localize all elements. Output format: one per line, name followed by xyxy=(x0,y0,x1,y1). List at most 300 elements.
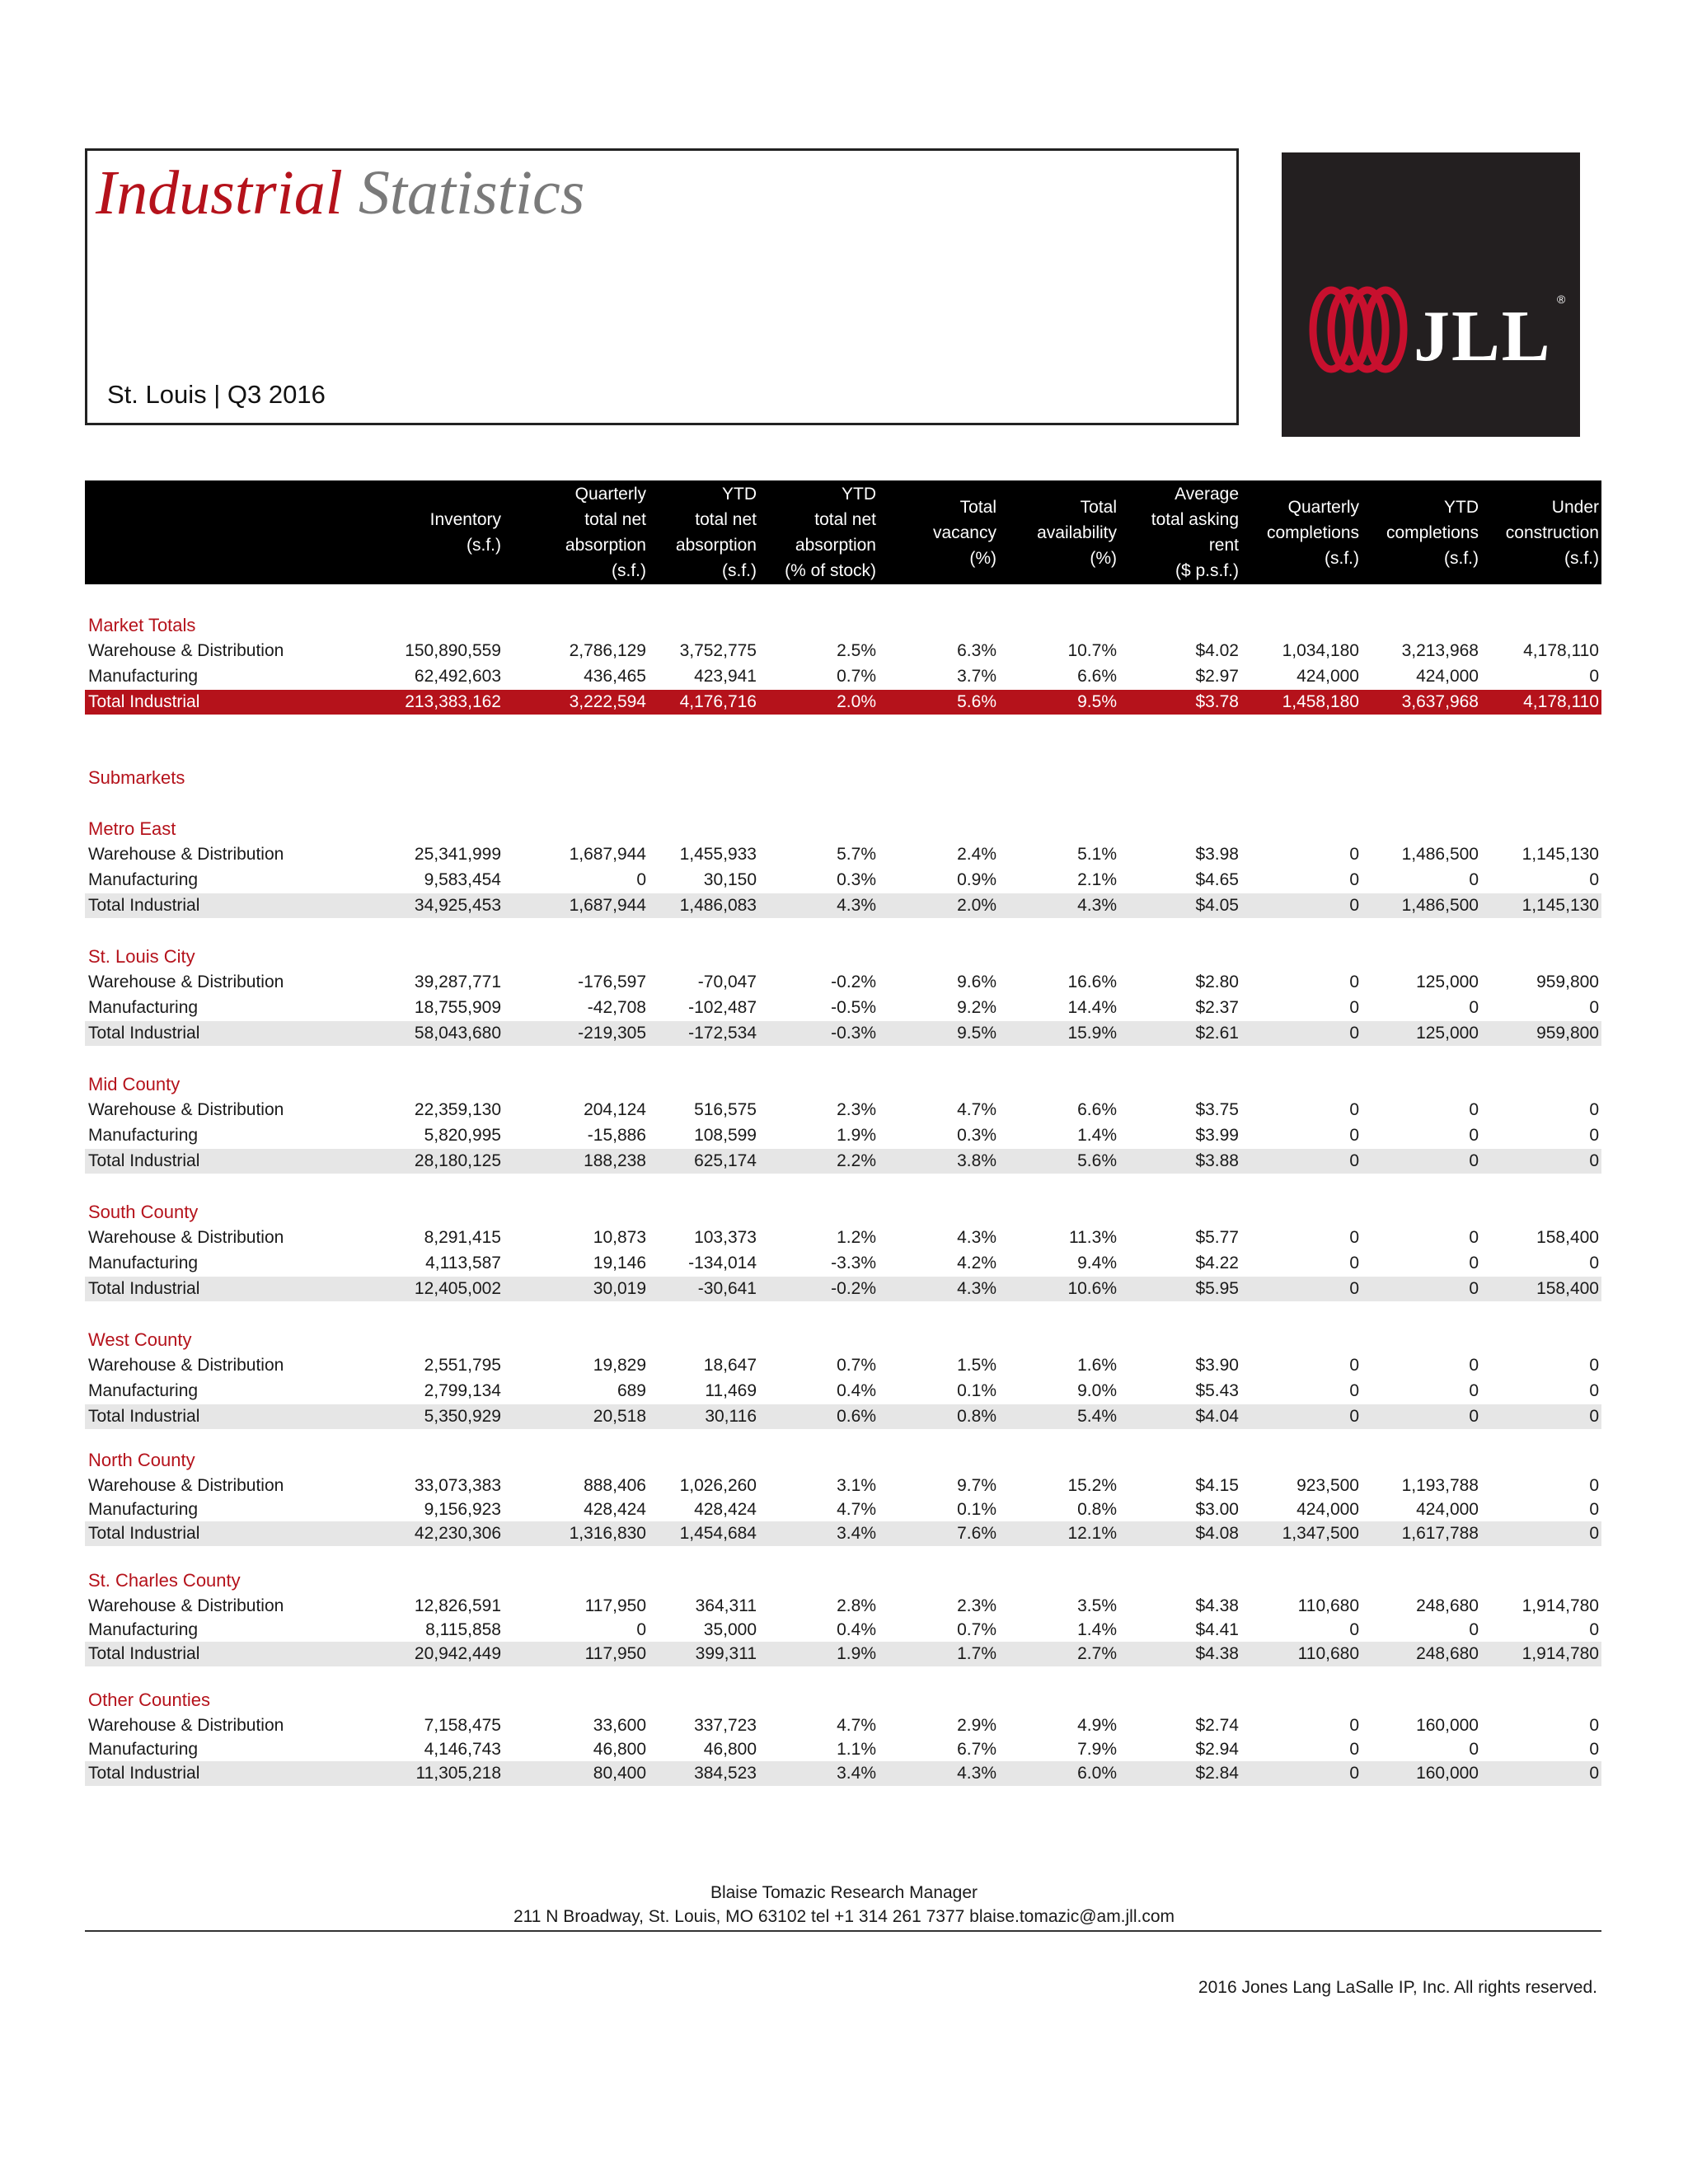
section-heading xyxy=(85,766,1601,790)
footer-divider xyxy=(85,1930,1601,1932)
cell-total-availability: 5.4% xyxy=(1077,1407,1117,1426)
cell-quarterly-absorption: 19,146 xyxy=(593,1254,646,1272)
table-row xyxy=(85,1618,1601,1643)
cell-total-vacancy: 6.3% xyxy=(957,641,996,660)
cell-ytd-absorption: 1,455,933 xyxy=(679,845,757,864)
header-quarterly-completions: Quarterly completions (s.f.) xyxy=(1266,497,1359,568)
cell-quarterly-absorption: 10,873 xyxy=(593,1228,646,1247)
cell-ytd-absorption: 4,176,716 xyxy=(679,692,757,711)
cell-total-availability: 9.0% xyxy=(1077,1381,1117,1400)
cell-ytd-absorption-pct: 0.4% xyxy=(837,1620,876,1639)
cell-inventory: 150,890,559 xyxy=(405,641,501,660)
cell-quarterly-completions: 0 xyxy=(1349,1764,1359,1783)
row-label: Total Industrial xyxy=(88,1151,200,1170)
cell-total-availability: 0.8% xyxy=(1077,1500,1117,1519)
cell-inventory: 9,156,923 xyxy=(424,1500,501,1519)
cell-quarterly-absorption: 20,518 xyxy=(593,1407,646,1426)
total-row xyxy=(85,1149,1601,1174)
cell-quarterly-completions: 0 xyxy=(1349,896,1359,915)
cell-quarterly-completions: 0 xyxy=(1349,1356,1359,1375)
cell-ytd-absorption-pct: 2.2% xyxy=(837,1151,876,1170)
cell-ytd-absorption-pct: -0.2% xyxy=(831,972,876,991)
cell-total-availability: 6.6% xyxy=(1077,667,1117,686)
cell-under-construction: 0 xyxy=(1589,1476,1599,1495)
cell-quarterly-completions: 424,000 xyxy=(1296,1500,1359,1519)
cell-quarterly-absorption: -42,708 xyxy=(587,998,646,1017)
table-header xyxy=(85,480,1601,584)
cell-ytd-absorption: 384,523 xyxy=(694,1764,757,1783)
row-label: Total Industrial xyxy=(88,1279,200,1298)
cell-inventory: 42,230,306 xyxy=(414,1524,501,1543)
total-row xyxy=(85,1277,1601,1301)
cell-total-vacancy: 9.2% xyxy=(957,998,996,1017)
cell-quarterly-completions: 0 xyxy=(1349,1254,1359,1272)
cell-total-vacancy: 2.0% xyxy=(957,896,996,915)
cell-ytd-absorption: 103,373 xyxy=(694,1228,757,1247)
cell-under-construction: 0 xyxy=(1589,1254,1599,1272)
cell-under-construction: 0 xyxy=(1589,870,1599,889)
table-row xyxy=(85,1713,1601,1738)
cell-under-construction: 0 xyxy=(1589,1100,1599,1119)
cell-ytd-completions: 1,486,500 xyxy=(1401,896,1479,915)
cell-quarterly-completions: 110,680 xyxy=(1297,1596,1359,1615)
cell-total-availability: 6.0% xyxy=(1077,1764,1117,1783)
cell-total-vacancy: 2.3% xyxy=(957,1596,996,1615)
total-row xyxy=(85,1521,1601,1546)
row-label: Total Industrial xyxy=(88,692,200,711)
cell-ytd-completions: 0 xyxy=(1469,998,1479,1017)
cell-ytd-completions: 125,000 xyxy=(1416,972,1479,991)
row-label: St. Charles County xyxy=(88,1570,241,1591)
cell-total-vacancy: 4.3% xyxy=(957,1228,996,1247)
table-row xyxy=(85,1123,1601,1148)
total-row xyxy=(85,893,1601,918)
row-label: Other Counties xyxy=(88,1690,210,1710)
cell-total-availability: 4.9% xyxy=(1077,1716,1117,1735)
cell-quarterly-completions: 0 xyxy=(1349,972,1359,991)
cell-total-vacancy: 0.7% xyxy=(957,1620,996,1639)
header-asking-rent: Average total asking rent ($ p.s.f.) xyxy=(1151,485,1239,580)
cell-quarterly-absorption: 0 xyxy=(636,870,646,889)
cell-inventory: 20,942,449 xyxy=(414,1644,501,1663)
cell-asking-rent: $3.75 xyxy=(1195,1100,1239,1119)
cell-under-construction: 0 xyxy=(1589,1151,1599,1170)
cell-total-vacancy: 0.1% xyxy=(957,1381,996,1400)
cell-under-construction: 959,800 xyxy=(1536,1024,1599,1043)
cell-inventory: 4,146,743 xyxy=(424,1740,501,1759)
row-label: Manufacturing xyxy=(88,1620,199,1639)
cell-under-construction: 1,914,780 xyxy=(1522,1596,1599,1615)
cell-ytd-absorption-pct: 4.3% xyxy=(837,896,876,915)
table-row xyxy=(85,639,1601,663)
cell-total-availability: 10.6% xyxy=(1067,1279,1117,1298)
cell-under-construction: 0 xyxy=(1589,1716,1599,1735)
cell-total-vacancy: 4.7% xyxy=(957,1100,996,1119)
cell-quarterly-completions: 1,458,180 xyxy=(1282,692,1359,711)
cell-ytd-absorption: 46,800 xyxy=(703,1740,757,1759)
cell-quarterly-completions: 1,034,180 xyxy=(1282,641,1359,660)
cell-ytd-absorption-pct: 2.3% xyxy=(837,1100,876,1119)
cell-inventory: 39,287,771 xyxy=(414,972,501,991)
header-total-vacancy: Total vacancy (%) xyxy=(932,497,996,568)
cell-ytd-completions: 248,680 xyxy=(1416,1644,1479,1663)
cell-total-vacancy: 0.3% xyxy=(957,1126,996,1145)
cell-asking-rent: $4.38 xyxy=(1195,1596,1239,1615)
title-word-industrial: Industrial xyxy=(96,158,343,227)
cell-ytd-absorption-pct: 3.1% xyxy=(837,1476,876,1495)
cell-total-availability: 15.2% xyxy=(1067,1476,1117,1495)
row-label: Total Industrial xyxy=(88,1524,200,1543)
cell-inventory: 12,826,591 xyxy=(414,1596,501,1615)
cell-asking-rent: $5.43 xyxy=(1195,1381,1239,1400)
cell-ytd-absorption: -30,641 xyxy=(697,1279,757,1298)
cell-asking-rent: $4.65 xyxy=(1195,870,1239,889)
cell-ytd-absorption: 428,424 xyxy=(694,1500,757,1519)
cell-asking-rent: $2.84 xyxy=(1195,1764,1239,1783)
section-heading xyxy=(85,1688,1601,1713)
contact-address: 211 N Broadway, St. Louis, MO 63102 tel +1 314 261 7377 blaise.tomazic@am.jll.com xyxy=(513,1907,1175,1926)
cell-quarterly-absorption: 188,238 xyxy=(584,1151,646,1170)
cell-quarterly-absorption: 0 xyxy=(636,1620,646,1639)
table-row xyxy=(85,1251,1601,1276)
cell-asking-rent: $3.78 xyxy=(1195,692,1239,711)
table-row xyxy=(85,1353,1601,1378)
cell-ytd-absorption-pct: 5.7% xyxy=(837,845,876,864)
table-row xyxy=(85,1594,1601,1619)
row-label: Warehouse & Distribution xyxy=(88,972,284,991)
cell-quarterly-absorption: 33,600 xyxy=(593,1716,646,1735)
cell-total-vacancy: 1.7% xyxy=(957,1644,996,1663)
cell-under-construction: 0 xyxy=(1589,1620,1599,1639)
cell-ytd-absorption-pct: 0.4% xyxy=(837,1381,876,1400)
cell-quarterly-absorption: 204,124 xyxy=(584,1100,646,1119)
cell-ytd-completions: 125,000 xyxy=(1416,1024,1479,1043)
cell-ytd-absorption: 625,174 xyxy=(694,1151,757,1170)
header-quarterly-absorption: Quarterly total net absorption (s.f.) xyxy=(565,485,646,580)
header-ytd-completions: YTD completions (s.f.) xyxy=(1386,497,1479,568)
cell-under-construction: 0 xyxy=(1589,1381,1599,1400)
cell-total-availability: 14.4% xyxy=(1067,998,1117,1017)
page-title xyxy=(96,157,584,229)
cell-asking-rent: $4.22 xyxy=(1195,1254,1239,1272)
row-label: Warehouse & Distribution xyxy=(88,1476,284,1495)
cell-quarterly-completions: 0 xyxy=(1349,1381,1359,1400)
cell-under-construction: 0 xyxy=(1589,1407,1599,1426)
cell-inventory: 7,158,475 xyxy=(424,1716,501,1735)
cell-total-availability: 15.9% xyxy=(1067,1024,1117,1043)
row-label: Manufacturing xyxy=(88,1254,199,1272)
cell-inventory: 8,291,415 xyxy=(424,1228,501,1247)
cell-total-availability: 9.5% xyxy=(1077,692,1117,711)
cell-quarterly-absorption: 46,800 xyxy=(593,1740,646,1759)
contact-name: Blaise Tomazic Research Manager xyxy=(710,1883,978,1902)
cell-total-vacancy: 4.3% xyxy=(957,1279,996,1298)
cell-quarterly-absorption: 80,400 xyxy=(593,1764,646,1783)
cell-inventory: 4,113,587 xyxy=(425,1254,501,1272)
row-label: Manufacturing xyxy=(88,667,199,686)
cell-asking-rent: $5.95 xyxy=(1195,1279,1239,1298)
row-label: Market Totals xyxy=(88,615,196,635)
cell-asking-rent: $2.74 xyxy=(1195,1716,1239,1735)
cell-quarterly-completions: 0 xyxy=(1349,998,1359,1017)
cell-ytd-absorption-pct: 1.2% xyxy=(837,1228,876,1247)
row-label: Total Industrial xyxy=(88,1024,200,1043)
cell-total-availability: 5.6% xyxy=(1077,1151,1117,1170)
cell-asking-rent: $2.97 xyxy=(1195,667,1239,686)
cell-ytd-absorption: 423,941 xyxy=(694,667,757,686)
cell-asking-rent: $4.15 xyxy=(1195,1476,1239,1495)
cell-total-availability: 10.7% xyxy=(1067,641,1117,660)
cell-under-construction: 0 xyxy=(1589,1740,1599,1759)
cell-total-availability: 3.5% xyxy=(1077,1596,1117,1615)
cell-under-construction: 158,400 xyxy=(1536,1279,1599,1298)
cell-ytd-absorption-pct: 2.0% xyxy=(837,692,876,711)
cell-total-vacancy: 9.7% xyxy=(957,1476,996,1495)
row-label: Warehouse & Distribution xyxy=(88,641,284,660)
row-label: St. Louis City xyxy=(88,946,195,967)
cell-quarterly-completions: 1,347,500 xyxy=(1282,1524,1359,1543)
cell-ytd-completions: 1,486,500 xyxy=(1401,845,1479,864)
cell-under-construction: 0 xyxy=(1589,998,1599,1017)
cell-inventory: 9,583,454 xyxy=(424,870,501,889)
cell-ytd-absorption: 364,311 xyxy=(695,1596,757,1615)
row-label: Manufacturing xyxy=(88,1500,199,1519)
cell-ytd-absorption-pct: 0.7% xyxy=(837,667,876,686)
header-total-availability: Total availability (%) xyxy=(1037,497,1117,568)
cell-total-availability: 1.4% xyxy=(1077,1620,1117,1639)
cell-ytd-completions: 160,000 xyxy=(1416,1764,1479,1783)
cell-asking-rent: $2.94 xyxy=(1195,1740,1239,1759)
title-word-statistics: Statistics xyxy=(358,158,585,227)
cell-inventory: 2,799,134 xyxy=(424,1381,501,1400)
cell-quarterly-absorption: 1,687,944 xyxy=(569,845,646,864)
cell-quarterly-completions: 0 xyxy=(1349,1279,1359,1298)
cell-asking-rent: $3.90 xyxy=(1195,1356,1239,1375)
cell-ytd-completions: 0 xyxy=(1469,870,1479,889)
section-heading xyxy=(85,1200,1601,1225)
section-heading xyxy=(85,1448,1601,1473)
jll-logo-text: JLL xyxy=(1414,297,1552,377)
table-row xyxy=(85,970,1601,995)
cell-ytd-absorption-pct: 4.7% xyxy=(837,1716,876,1735)
total-row xyxy=(85,1404,1601,1429)
cell-under-construction: 0 xyxy=(1589,1764,1599,1783)
cell-ytd-absorption-pct: 0.6% xyxy=(837,1407,876,1426)
cell-total-vacancy: 2.4% xyxy=(957,845,996,864)
cell-under-construction: 0 xyxy=(1589,1356,1599,1375)
cell-inventory: 25,341,999 xyxy=(414,845,501,864)
cell-ytd-absorption: 516,575 xyxy=(694,1100,757,1119)
cell-total-availability: 5.1% xyxy=(1077,845,1117,864)
cell-quarterly-completions: 0 xyxy=(1349,1407,1359,1426)
cell-total-vacancy: 0.8% xyxy=(957,1407,996,1426)
cell-total-availability: 9.4% xyxy=(1077,1254,1117,1272)
cell-total-availability: 4.3% xyxy=(1077,896,1117,915)
cell-under-construction: 1,145,130 xyxy=(1522,845,1599,864)
cell-asking-rent: $2.61 xyxy=(1195,1024,1239,1043)
cell-asking-rent: $5.77 xyxy=(1195,1228,1239,1247)
row-label: Total Industrial xyxy=(88,1764,200,1783)
cell-ytd-completions: 0 xyxy=(1469,1356,1479,1375)
cell-quarterly-absorption: -176,597 xyxy=(578,972,646,991)
row-label: Manufacturing xyxy=(88,998,199,1017)
cell-asking-rent: $4.02 xyxy=(1195,641,1239,660)
cell-inventory: 8,115,858 xyxy=(425,1620,501,1639)
table-row xyxy=(85,1098,1601,1122)
cell-total-vacancy: 1.5% xyxy=(957,1356,996,1375)
cell-ytd-completions: 3,637,968 xyxy=(1401,692,1479,711)
table-row xyxy=(85,1737,1601,1762)
row-label: Mid County xyxy=(88,1074,181,1094)
cell-inventory: 58,043,680 xyxy=(414,1024,501,1043)
cell-total-vacancy: 3.8% xyxy=(957,1151,996,1170)
row-label: Total Industrial xyxy=(88,1407,200,1426)
cell-total-availability: 16.6% xyxy=(1067,972,1117,991)
cell-ytd-absorption: 399,311 xyxy=(695,1644,757,1663)
row-label: Total Industrial xyxy=(88,896,200,915)
cell-total-availability: 2.7% xyxy=(1077,1644,1117,1663)
cell-inventory: 18,755,909 xyxy=(414,998,501,1017)
cell-ytd-absorption-pct: 2.5% xyxy=(837,641,876,660)
cell-total-availability: 11.3% xyxy=(1069,1228,1117,1247)
cell-inventory: 11,305,218 xyxy=(415,1764,501,1783)
cell-ytd-absorption: 30,150 xyxy=(703,870,757,889)
cell-ytd-absorption-pct: 3.4% xyxy=(837,1764,876,1783)
cell-ytd-absorption-pct: -0.5% xyxy=(831,998,876,1017)
header-inventory: Inventory (s.f.) xyxy=(429,510,501,555)
cell-quarterly-absorption: 30,019 xyxy=(593,1279,646,1298)
header-ytd-absorption-pct: YTD total net absorption (% of stock) xyxy=(785,485,876,580)
cell-total-vacancy: 4.2% xyxy=(957,1254,996,1272)
cell-total-vacancy: 0.1% xyxy=(957,1500,996,1519)
cell-ytd-absorption: 1,026,260 xyxy=(679,1476,757,1495)
cell-total-availability: 1.4% xyxy=(1077,1126,1117,1145)
row-label: Manufacturing xyxy=(88,870,199,889)
cell-asking-rent: $4.41 xyxy=(1195,1620,1239,1639)
cell-quarterly-absorption: 689 xyxy=(617,1381,646,1400)
cell-ytd-absorption-pct: 1.9% xyxy=(837,1644,876,1663)
section-heading xyxy=(85,1328,1601,1352)
header-ytd-absorption: YTD total net absorption (s.f.) xyxy=(675,485,757,580)
cell-quarterly-completions: 0 xyxy=(1349,1100,1359,1119)
cell-quarterly-absorption: 428,424 xyxy=(584,1500,646,1519)
cell-ytd-completions: 424,000 xyxy=(1416,667,1479,686)
section-heading xyxy=(85,613,1601,638)
cell-quarterly-absorption: 1,687,944 xyxy=(569,896,646,915)
cell-quarterly-completions: 0 xyxy=(1349,1716,1359,1735)
report-subtitle: St. Louis | Q3 2016 xyxy=(107,380,326,409)
row-label: Warehouse & Distribution xyxy=(88,1100,284,1119)
cell-quarterly-completions: 0 xyxy=(1349,1126,1359,1145)
cell-inventory: 5,350,929 xyxy=(424,1407,501,1426)
table-row xyxy=(85,1379,1601,1404)
cell-under-construction: 1,914,780 xyxy=(1522,1644,1599,1663)
cell-total-vacancy: 7.6% xyxy=(957,1524,996,1543)
table-row xyxy=(85,842,1601,867)
cell-inventory: 62,492,603 xyxy=(414,667,501,686)
row-label: Warehouse & Distribution xyxy=(88,1716,284,1735)
row-label: Manufacturing xyxy=(88,1740,199,1759)
jll-rings-icon xyxy=(1282,152,1580,437)
cell-ytd-completions: 0 xyxy=(1469,1151,1479,1170)
section-heading xyxy=(85,1072,1601,1097)
cell-ytd-completions: 160,000 xyxy=(1416,1716,1479,1735)
cell-total-vacancy: 5.6% xyxy=(957,692,996,711)
cell-quarterly-absorption: 117,950 xyxy=(584,1644,646,1663)
cell-ytd-absorption: 35,000 xyxy=(703,1620,757,1639)
row-label: Manufacturing xyxy=(88,1126,199,1145)
cell-ytd-absorption: -102,487 xyxy=(688,998,757,1017)
cell-quarterly-absorption: 2,786,129 xyxy=(569,641,646,660)
cell-total-vacancy: 4.3% xyxy=(957,1764,996,1783)
cell-inventory: 5,820,995 xyxy=(424,1126,501,1145)
cell-ytd-completions: 0 xyxy=(1469,1740,1479,1759)
cell-asking-rent: $3.98 xyxy=(1195,845,1239,864)
cell-ytd-completions: 0 xyxy=(1469,1407,1479,1426)
cell-total-availability: 2.1% xyxy=(1077,870,1117,889)
cell-ytd-absorption: 11,469 xyxy=(705,1381,757,1400)
cell-quarterly-absorption: 117,950 xyxy=(584,1596,646,1615)
row-label: North County xyxy=(88,1450,195,1470)
cell-total-availability: 1.6% xyxy=(1077,1356,1117,1375)
cell-ytd-absorption: -70,047 xyxy=(697,972,757,991)
cell-ytd-absorption-pct: 3.4% xyxy=(837,1524,876,1543)
cell-total-availability: 7.9% xyxy=(1077,1740,1117,1759)
cell-asking-rent: $3.00 xyxy=(1195,1500,1239,1519)
cell-total-vacancy: 9.6% xyxy=(957,972,996,991)
cell-quarterly-completions: 0 xyxy=(1349,1740,1359,1759)
cell-under-construction: 0 xyxy=(1589,1500,1599,1519)
cell-ytd-absorption-pct: 1.1% xyxy=(837,1740,876,1759)
cell-ytd-absorption: 1,454,684 xyxy=(679,1524,757,1543)
table-row xyxy=(85,664,1601,689)
cell-ytd-absorption-pct: -3.3% xyxy=(831,1254,876,1272)
cell-quarterly-completions: 424,000 xyxy=(1296,667,1359,686)
table-row xyxy=(85,1474,1601,1498)
cell-quarterly-absorption: -15,886 xyxy=(587,1126,646,1145)
cell-asking-rent: $3.99 xyxy=(1195,1126,1239,1145)
cell-quarterly-absorption: -219,305 xyxy=(578,1024,646,1043)
cell-inventory: 213,383,162 xyxy=(405,692,501,711)
cell-ytd-completions: 0 xyxy=(1469,1254,1479,1272)
section-heading xyxy=(85,944,1601,969)
cell-ytd-completions: 0 xyxy=(1469,1100,1479,1119)
cell-inventory: 2,551,795 xyxy=(424,1356,501,1375)
cell-asking-rent: $4.08 xyxy=(1195,1524,1239,1543)
total-row xyxy=(85,1642,1601,1666)
cell-ytd-completions: 3,213,968 xyxy=(1401,641,1479,660)
title-box xyxy=(85,148,1239,425)
total-row xyxy=(85,1021,1601,1046)
cell-ytd-absorption: 30,116 xyxy=(705,1407,757,1426)
cell-ytd-completions: 0 xyxy=(1469,1620,1479,1639)
cell-under-construction: 0 xyxy=(1589,1524,1599,1543)
cell-quarterly-completions: 0 xyxy=(1349,1620,1359,1639)
row-label: West County xyxy=(88,1329,192,1350)
cell-under-construction: 158,400 xyxy=(1536,1228,1599,1247)
cell-ytd-completions: 424,000 xyxy=(1416,1500,1479,1519)
cell-ytd-absorption: 18,647 xyxy=(703,1356,757,1375)
cell-under-construction: 0 xyxy=(1589,667,1599,686)
cell-total-vacancy: 2.9% xyxy=(957,1716,996,1735)
cell-asking-rent: $2.37 xyxy=(1195,998,1239,1017)
cell-quarterly-completions: 0 xyxy=(1349,1024,1359,1043)
cell-ytd-absorption: -134,014 xyxy=(688,1254,757,1272)
cell-quarterly-absorption: 888,406 xyxy=(584,1476,646,1495)
cell-total-vacancy: 9.5% xyxy=(957,1024,996,1043)
cell-ytd-completions: 0 xyxy=(1469,1279,1479,1298)
cell-ytd-completions: 0 xyxy=(1469,1381,1479,1400)
